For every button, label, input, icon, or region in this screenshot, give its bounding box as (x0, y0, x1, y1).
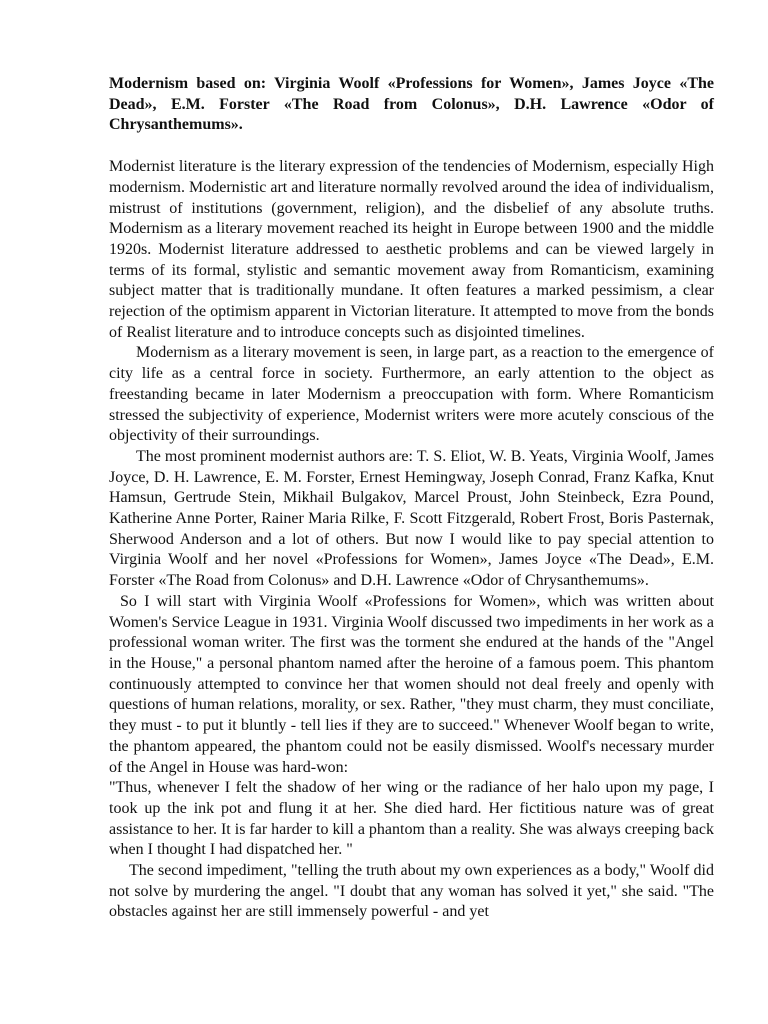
paragraph-prominent-authors: The most prominent modernist authors are: T. S. Eliot, W. B. Yeats, Virginia Woolf, James Joyce, D. H. Lawrence, E. M. Forster, Ernest Hemingway, Joseph Conrad, Franz Kafka, Knut Hamsun, Gertrude Stein, Mikhail Bulgakov, Marcel Proust, John Steinbeck, Ezra Pound, Katherine Anne Porter, Rainer Maria Rilke, F. Scott Fitzgerald, Robert Frost, Boris Pasternak, Sherwood Anderson and a lot of others. But now I would like to pay special attention to Virginia Woolf and her novel «Professions for Women», James Joyce «The Dead», E.M. Forster «The Road from Colonus» and D.H. Lawrence «Odor of Chrysanthemums». (109, 447, 714, 590)
paragraph-modernist-literature: Modernist literature is the literary expression of the tendencies of Modernism, especially High modernism. Modernistic art and literature normally revolved around the idea of individualism, mistrust of institutions (government, religion), and the disbelief of any absolute truths. Modernism as a literary movement reached its height in Europe between 1900 and the middle 1920s. Modernist literature addressed to aesthetic problems and can be viewed largely in terms of its formal, stylistic and semantic movement away from Romanticism, examining subject matter that is traditionally mundane. It often features a marked pessimism, a clear rejection of the optimism apparent in Victorian literature. It attempted to move from the bonds of Realist literature and to introduce concepts such as disjointed timelines. (109, 158, 714, 341)
paragraph-second-impediment: The second impediment, "telling the truth about my own experiences as a body," Woolf did not solve by murdering the angel. "I doubt that any woman has solved it yet," she said. "The obstacles against her are still immensely powerful - and yet (109, 862, 714, 921)
paragraph-woolf-quote: "Thus, whenever I felt the shadow of her wing or the radiance of her halo upon my page, I took up the ink pot and flung it at her. She died hard. Her fictitious nature was of great assistance to her. It is far harder to kill a phantom than a reality. She was always creeping back when I thought I had dispatched her. " (109, 779, 714, 859)
document-body (109, 74, 714, 923)
document-title: Modernism based on: Virginia Woolf «Professions for Women», James Joyce «The Dead», E.M. Forster «The Road from Colonus», D.H. Lawrence «Odor of Chrysanthemums». (109, 75, 714, 134)
paragraph-reaction-city-life: Modernism as a literary movement is seen, in large part, as a reaction to the emergence of city life as a central force in society. Furthermore, an early attention to the object as freestanding became in later Modernism a preoccupation with form. Where Romanticism stressed the subjectivity of experience, Modernist writers were more acutely conscious of the objectivity of their surroundings. (109, 344, 714, 445)
paragraph-woolf-professions: So I will start with Virginia Woolf «Professions for Women», which was written about Women's Service League in 1931. Virginia Woolf discussed two impediments in her work as a professional woman writer. The first was the torment she endured at the hands of the "Angel in the House," a personal phantom named after the heroine of a famous poem. This phantom continuously attempted to convince her that women should not deal freely and openly with questions of human relations, morality, or sex. Rather, "they must charm, they must conciliate, they must - to put it bluntly - tell lies if they are to succeed." Whenever Woolf began to write, the phantom appeared, the phantom could not be easily dismissed. Woolf's necessary murder of the Angel in House was hard-won: (109, 592, 714, 776)
